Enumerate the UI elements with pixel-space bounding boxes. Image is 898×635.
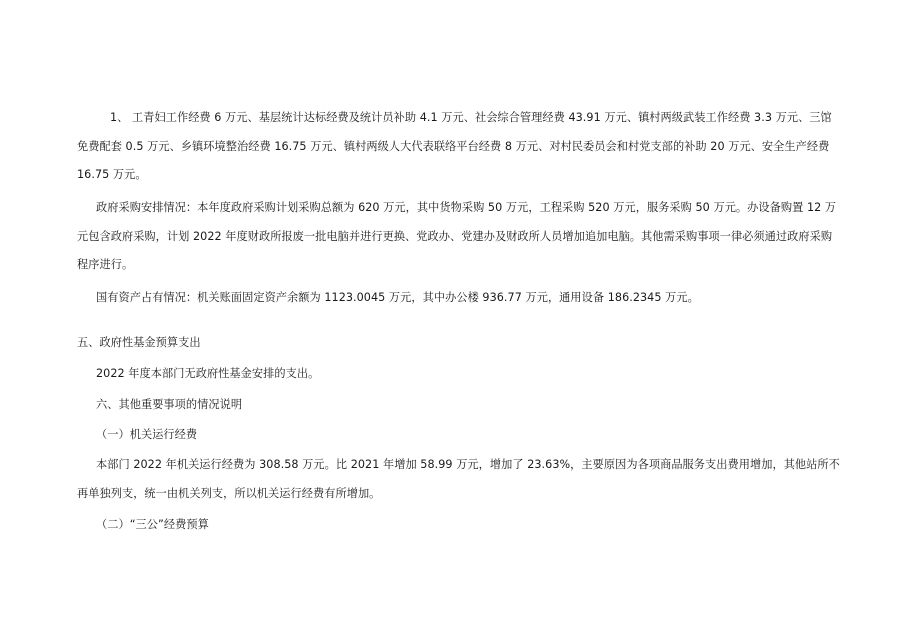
operating-cost-line-1: 本部门 2022 年机关运行经费为 308.58 万元。比 2021 年增加 58.99 万元，增加了 23.63%，主要原因为各项商品服务支出费用增加，其他站所不 bbox=[96, 458, 840, 471]
procurement-line-3: 程序进行。 bbox=[77, 258, 134, 271]
paragraph-line-2: 免费配套 0.5 万元、乡镇环境整治经费 16.75 万元、镇村两级人大代表联络平台经费 8 万元、对村民委员会和村党支部的补助 20 万元、安全生产经费 bbox=[77, 140, 830, 153]
operating-cost-line-2: 再单独列支，统一由机关列支，所以机关运行经费有所增加。 bbox=[77, 487, 381, 500]
section-six-heading: 六、其他重要事项的情况说明 bbox=[96, 398, 243, 411]
procurement-line-1: 政府采购安排情况：本年度政府采购计划采购总额为 620 万元，其中货物采购 50 万元，工程采购 520 万元，服务采购 50 万元。办设备购置 12 万 bbox=[96, 201, 837, 214]
assets-line: 国有资产占有情况：机关账面固定资产余额为 1123.0045 万元，其中办公楼 936.77 万元，通用设备 186.2345 万元。 bbox=[96, 291, 699, 304]
section-five-heading: 五、政府性基金预算支出 bbox=[77, 336, 201, 349]
subsection-one-heading: （一）机关运行经费 bbox=[96, 428, 198, 441]
section-five-text: 2022 年度本部门无政府性基金安排的支出。 bbox=[96, 367, 320, 380]
paragraph-line-3: 16.75 万元。 bbox=[77, 168, 147, 181]
procurement-line-2: 元包含政府采购，计划 2022 年度财政所报废一批电脑并进行更换、党政办、党建办及财政所人员增加追加电脑。其他需采购事项一律必须通过政府采购 bbox=[77, 230, 833, 243]
subsection-two-heading: （二）“三公”经费预算 bbox=[96, 518, 209, 531]
paragraph-line-1: 1、 工青妇工作经费 6 万元、基层统计达标经费及统计员补助 4.1 万元、社会综合管理经费 43.91 万元、镇村两级武装工作经费 3.3 万元、三馆 bbox=[110, 111, 832, 124]
